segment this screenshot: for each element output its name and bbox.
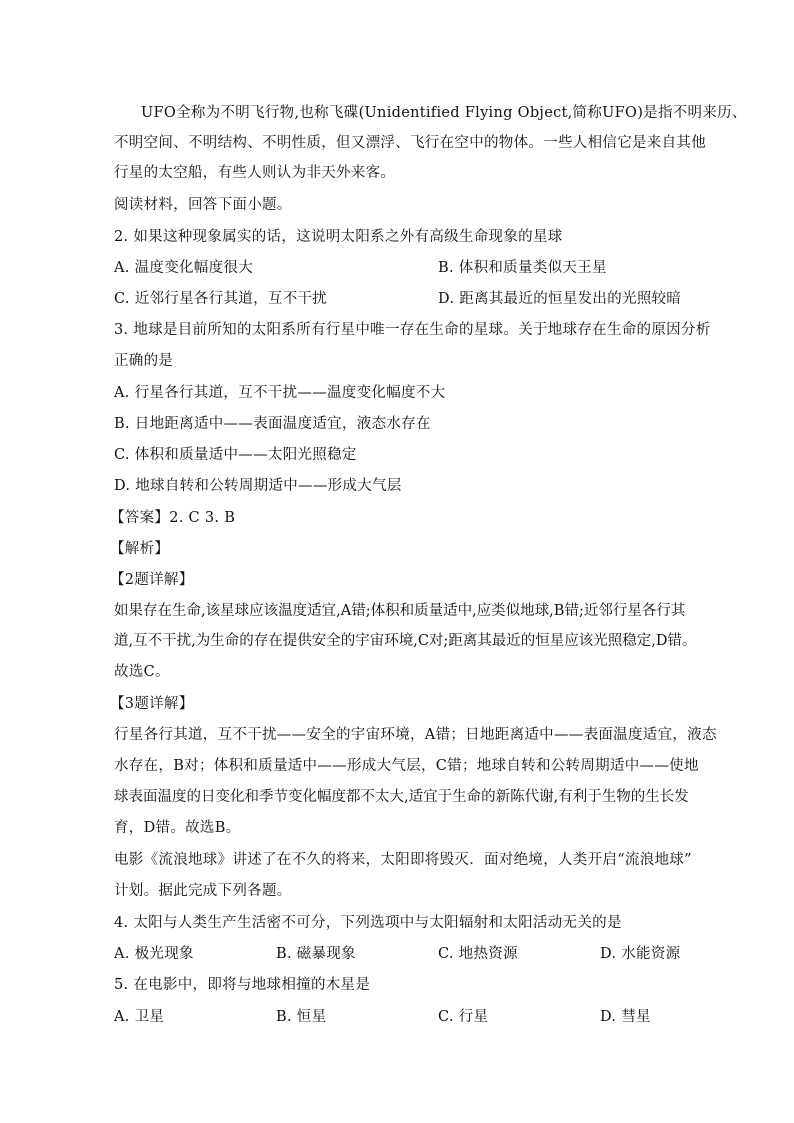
detail-2-line2: 道,互不干扰,为生命的存在提供安全的宇宙环境,C对;距离其最近的恒星应该光照稳定,D错。 — [114, 633, 697, 649]
q2-option-c: C. 近邻行星各行其道，互不干扰 — [114, 291, 328, 307]
q2-option-a: A. 温度变化幅度很大 — [114, 260, 253, 276]
material1-line4: 阅读材料，回答下面小题。 — [114, 197, 292, 213]
material1-line1: UFO全称为不明飞行物,也称飞碟(Unidentified Flying Object,简称UFO)是指不明来历、 — [141, 105, 747, 121]
material2-line2: 计划。据此完成下列各题。 — [114, 883, 292, 899]
material1-line3: 行星的太空船，有些人则认为非天外来客。 — [114, 165, 396, 181]
question-5-stem: 5. 在电影中，即将与地球相撞的木星是 — [114, 977, 371, 993]
detail-3-line4: 育，D错。故选B。 — [114, 820, 241, 836]
q4-option-d: D. 水能资源 — [600, 946, 681, 962]
q2-option-d: D. 距离其最近的恒星发出的光照较暗 — [438, 291, 682, 307]
question-3-stem-line1: 3. 地球是目前所知的太阳系所有行星中唯一存在生命的星球。关于地球存在生命的原因分析 — [114, 322, 711, 338]
q5-option-c: C. 行星 — [438, 1009, 489, 1025]
q4-option-a: A. 极光现象 — [114, 946, 194, 962]
q3-option-d: D. 地球自转和公转周期适中——形成大气层 — [114, 478, 402, 494]
detail-3-title: 【3题详解】 — [110, 696, 194, 712]
q2-option-b: B. 体积和质量类似天王星 — [438, 260, 607, 276]
q4-option-c: C. 地热资源 — [438, 946, 518, 962]
q3-option-c: C. 体积和质量适中——太阳光照稳定 — [114, 447, 357, 463]
question-2-stem: 2. 如果这种现象属实的话，这说明太阳系之外有高级生命现象的星球 — [114, 229, 563, 245]
detail-3-line1: 行星各行其道，互不干扰——安全的宇宙环境，A错；日地距离适中——表面温度适宜，液态 — [114, 727, 717, 743]
detail-3-line2: 水存在，B对；体积和质量适中——形成大气层，C错；地球自转和公转周期适中——使地 — [114, 758, 699, 774]
q5-option-d: D. 彗星 — [600, 1009, 651, 1025]
q5-option-a: A. 卫星 — [114, 1009, 165, 1025]
q3-option-a: A. 行星各行其道，互不干扰——温度变化幅度不大 — [114, 385, 446, 401]
detail-2-line1: 如果存在生命,该星球应该温度适宜,A错;体积和质量适中,应类似地球,B错;近邻行星各行其 — [114, 603, 686, 619]
detail-2-title: 【2题详解】 — [110, 572, 194, 588]
q3-option-b: B. 日地距离适中——表面温度适宜，液态水存在 — [114, 416, 431, 432]
q4-option-b: B. 磁暴现象 — [276, 946, 356, 962]
answer-line: 【答案】2. C 3. B — [110, 510, 236, 526]
q5-option-b: B. 恒星 — [276, 1009, 327, 1025]
material1-line2: 不明空间、不明结构、不明性质，但又漂浮、飞行在空中的物体。一些人相信它是来自其他 — [114, 135, 706, 151]
analysis-label: 【解析】 — [110, 541, 170, 557]
material2-line1: 电影《流浪地球》讲述了在不久的将来，太阳即将毁灭．面对绝境，人类开启“流浪地球” — [114, 852, 692, 868]
detail-2-line3: 故选C。 — [114, 664, 170, 680]
question-3-stem-line2: 正确的是 — [114, 353, 174, 369]
question-4-stem: 4. 太阳与人类生产生活密不可分，下列选项中与太阳辐射和太阳活动无关的是 — [114, 915, 622, 931]
detail-3-line3: 球表面温度的日变化和季节变化幅度都不太大,适宜于生命的新陈代谢,有利于生物的生长发 — [114, 789, 689, 805]
